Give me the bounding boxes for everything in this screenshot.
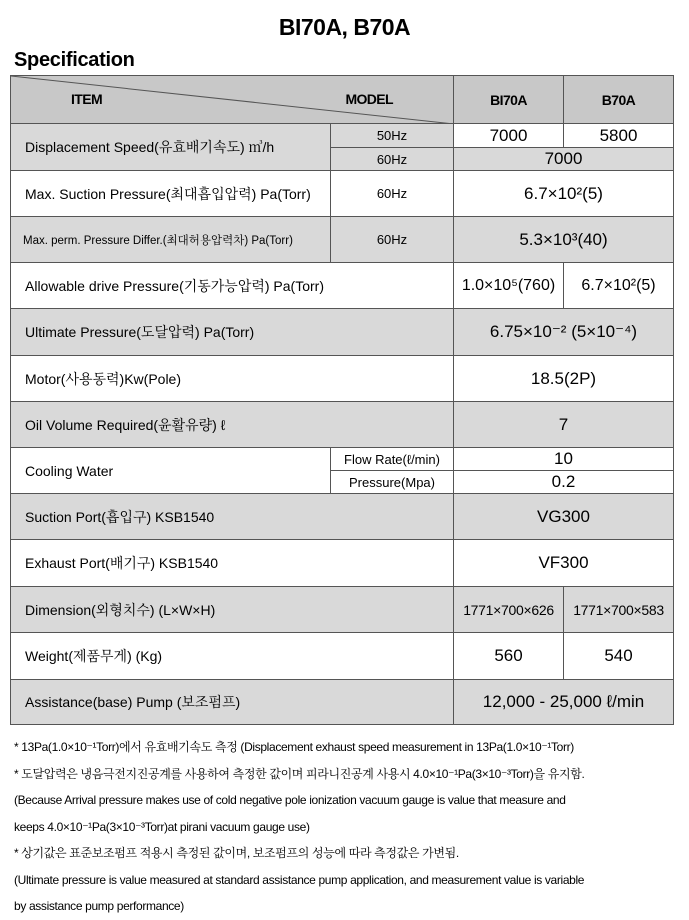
table-row (11, 587, 674, 633)
footnote-line: keeps 4.0×10⁻¹Pa(3×10⁻³Torr)at pirani vacuum gauge use) (14, 819, 310, 834)
footnote-line: * 도달압력은 냉음극전지진공계를 사용하여 측정한 값이며 피라니진공계 사용시 4.0×10⁻¹Pa(3×10⁻³Torr)을 유지함. (14, 766, 585, 781)
table-row (11, 356, 674, 402)
section-title: Specification (14, 49, 135, 71)
item-header: ITEM (71, 91, 103, 107)
cell-value: 560 (454, 633, 564, 680)
model-header: MODEL (345, 91, 393, 107)
row-label: Allowable drive Pressure(기동가능압력) Pa(Torr) (11, 263, 454, 309)
table-row (11, 309, 674, 356)
cell-value: 1771×700×583 (564, 587, 674, 633)
table-row (11, 124, 674, 148)
footnote-line: * 13Pa(1.0×10⁻¹Torr)에서 유효배기속도 측정 (Displacement exhaust speed measurement in 13Pa(1.0×10⁻¹Torr) (14, 740, 574, 754)
cell-value: VF300 (454, 540, 674, 587)
row-sublabel: Pressure(Mpa) (331, 471, 454, 494)
footnote-line: * 상기값은 표준보조펌프 적용시 측정된 값이며, 보조펌프의 성능에 따라 측정값은 가변됨. (14, 846, 459, 860)
row-sublabel: 60Hz (331, 217, 454, 263)
row-label: Ultimate Pressure(도달압력) Pa(Torr) (11, 309, 454, 356)
row-label: Max. Suction Pressure(최대흡입압력) Pa(Torr) (11, 171, 331, 217)
cell-value: 540 (564, 633, 674, 680)
table-row (11, 402, 674, 448)
cell-value: 6.7×10²(5) (454, 171, 674, 217)
cell-value: 5800 (564, 124, 674, 148)
footnotes (14, 734, 679, 920)
row-label: Exhaust Port(배기구) KSB1540 (11, 540, 454, 587)
row-sublabel: 60Hz (331, 171, 454, 217)
footnote-line: by assistance pump performance) (14, 899, 184, 913)
row-sublabel: 60Hz (331, 148, 454, 171)
table-row (11, 633, 674, 680)
cell-value: 6.75×10⁻² (5×10⁻⁴) (454, 309, 674, 356)
table-row (11, 263, 674, 309)
table-row (11, 448, 674, 471)
footnote-line: (Ultimate pressure is value measured at standard assistance pump application, and measurement value is variable (14, 872, 585, 887)
cell-value: 5.3×10³(40) (454, 217, 674, 263)
model-b70a-header: B70A (564, 76, 674, 124)
row-label: Suction Port(흡입구) KSB1540 (11, 494, 454, 540)
cell-value: 0.2 (454, 471, 674, 494)
cell-value: 1771×700×626 (454, 587, 564, 633)
table-row (11, 494, 674, 540)
table-row (11, 540, 674, 587)
cell-value: 1.0×10⁵(760) (454, 263, 564, 309)
row-label: Max. perm. Pressure Differ.(최대허용압력차) Pa(Torr) (11, 217, 331, 263)
table-row (11, 680, 674, 725)
cell-value: 7000 (454, 124, 564, 148)
row-label: Weight(제품무게) (Kg) (11, 633, 454, 680)
cell-value: 7000 (454, 148, 674, 171)
model-bi70a-header: BI70A (454, 76, 564, 124)
spec-table (10, 75, 674, 725)
row-label: Cooling Water (11, 448, 331, 494)
cell-value: 6.7×10²(5) (564, 263, 674, 309)
row-sublabel: 50Hz (331, 124, 454, 148)
cell-value: 10 (454, 448, 674, 471)
row-sublabel: Flow Rate(ℓ/min) (331, 448, 454, 471)
table-row (11, 171, 674, 217)
page-title: BI70A, B70A (278, 14, 411, 40)
row-label: Displacement Speed(유효배기속도) ㎥/h (11, 124, 331, 171)
item-model-header (11, 76, 454, 124)
table-row (11, 217, 674, 263)
row-label: Motor(사용동력)Kw(Pole) (11, 356, 454, 402)
row-label: Assistance(base) Pump (보조펌프) (11, 680, 454, 725)
footnote-line: (Because Arrival pressure makes use of cold negative pole ionization vacuum gauge is value that measure and (14, 793, 566, 807)
cell-value: 18.5(2P) (454, 356, 674, 402)
cell-value: VG300 (454, 494, 674, 540)
row-label: Oil Volume Required(윤활유량) ℓ (11, 402, 454, 448)
row-label: Dimension(외형치수) (L×W×H) (11, 587, 454, 633)
cell-value: 12,000 - 25,000 ℓ/min (454, 680, 674, 725)
cell-value: 7 (454, 402, 674, 448)
